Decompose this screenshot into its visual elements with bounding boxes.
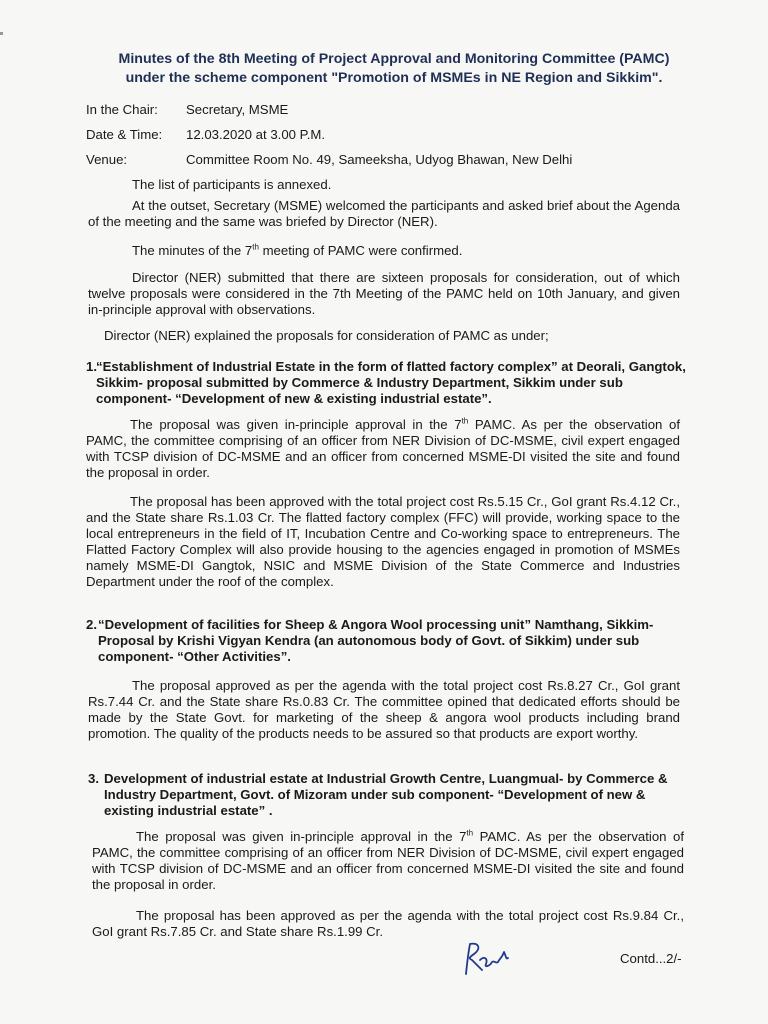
item-1-heading-text: “Establishment of Industrial Estate in the form of flatted factory complex” at Deorali, Gangtok, Sikkim- proposal submitted by Commerce & Industry Department, Sikkim under sub component- “Development of new & existing industrial estate”.: [96, 359, 686, 406]
minutes-text-a: The minutes of the 7: [132, 243, 253, 258]
title-line-1: Minutes of the 8th Meeting of Project Approval and Monitoring Committee (PAMC): [118, 51, 670, 67]
item-1-heading: [86, 359, 686, 407]
minutes-sup: th: [252, 242, 259, 252]
participants-paragraph: The list of participants is annexed.: [132, 177, 332, 192]
venue-value: Committee Room No. 49, Sameeksha, Udyog Bhawan, New Delhi: [186, 152, 573, 167]
datetime-label: Date & Time:: [86, 127, 163, 142]
outset-paragraph: At the outset, Secretary (MSME) welcomed the participants and asked brief about the Agenda of the meeting and the same was briefed by Director (NER).: [88, 198, 680, 229]
chair-label: In the Chair:: [86, 102, 158, 117]
item-1-number: 1.: [86, 359, 97, 374]
item-1-paragraph-2: The proposal has been approved with the total project cost Rs.5.15 Cr., GoI grant Rs.4.12 Cr., and the State share Rs.1.03 Cr. The flatted factory complex (FFC) will provide, working space to the local entrepreneurs in the field of IT, Incubation Centre and Co-working space to entrepreneurs. The Flatted Factory Complex will also provide housing to the agencies engaged in promotion of MSMEs namely MSME-DI Gangtok, NSIC and MSME Division of the State Commerce and Industries Department under the roof of the complex.: [86, 494, 680, 589]
item-3-heading: [88, 771, 686, 819]
venue-label: Venue:: [86, 152, 128, 167]
item-3-paragraph-2: The proposal has been approved as per the agenda with the total project cost Rs.9.84 Cr., GoI grant Rs.7.85 Cr. and State share Rs.1.99 Cr.: [92, 908, 684, 939]
item-2-number: 2.: [86, 617, 97, 632]
item-3-paragraph-1: [92, 829, 684, 893]
item-1-p1-sup: th: [461, 416, 469, 426]
meta-venue: [86, 151, 572, 168]
item-1-p1-text-b: PAMC. As per the observation of PAMC, the committee comprising of an officer from NER Division of DC-MSME, civil expert engaged with TCSP division of DC-MSME and an officer from concerned MSME-DI visited the site and found the proposal in order.: [86, 417, 681, 480]
document-title: [60, 50, 728, 88]
item-3-heading-text: Development of industrial estate at Industrial Growth Centre, Luangmual- by Commerce & Industry Department, Govt. of Mizoram under sub component- “Development of new & existing industrial estate” .: [104, 771, 668, 818]
item-3-p1-text-a: The proposal was given in-principle approval in the 7: [136, 829, 467, 844]
item-1-paragraph-1: [86, 417, 680, 481]
director-submitted-paragraph: Director (NER) submitted that there are sixteen proposals for consideration, out of which twelve proposals were considered in the 7th Meeting of the PAMC held on 10th January, and given in-principle approval with observations.: [88, 270, 680, 317]
title-line-2: under the scheme component "Promotion of MSMEs in NE Region and Sikkim".: [125, 70, 663, 86]
datetime-value: 12.03.2020 at 3.00 P.M.: [186, 127, 326, 142]
chair-value: Secretary, MSME: [186, 102, 289, 117]
item-2-paragraph-1: The proposal approved as per the agenda with the total project cost Rs.8.27 Cr., GoI grant Rs.7.44 Cr. and the State share Rs.0.83 Cr. The committee opined that dedicated efforts should be made by the State Govt. for marketing of the sheep & angora wool products including brand promotion. The quality of the products needs to be assured so that products are export worthy.: [88, 678, 680, 741]
item-3-number: 3.: [88, 771, 99, 786]
item-3-p1-text-b: PAMC. As per the observation of PAMC, the committee comprising of an officer from NER Division of DC-MSME, civil expert engaged with TCSP division of DC-MSME and an officer from concerned MSME-DI visited the site and found the proposal in order.: [92, 829, 684, 892]
scan-speck: [0, 32, 3, 35]
meta-chair: [86, 101, 288, 118]
minutes-confirmed-paragraph: [132, 243, 692, 259]
minutes-text-b: meeting of PAMC were confirmed.: [258, 243, 463, 258]
item-1-p1-text-a: The proposal was given in-principle approval in the 7: [130, 417, 462, 432]
item-2-heading: [86, 617, 686, 665]
meta-datetime: [86, 126, 325, 143]
director-explained-paragraph: Director (NER) explained the proposals for consideration of PAMC as under;: [104, 328, 549, 343]
item-3-p1-sup: th: [466, 828, 474, 838]
item-2-heading-text: “Development of facilities for Sheep & Angora Wool processing unit” Namthang, Sikkim- Proposal by Krishi Vigyan Kendra (an autonomous body of Govt. of Sikkim) under sub component- “Other Activities”.: [98, 617, 654, 664]
handwritten-signature: [458, 938, 518, 980]
continued-marker: Contd...2/-: [620, 951, 682, 966]
